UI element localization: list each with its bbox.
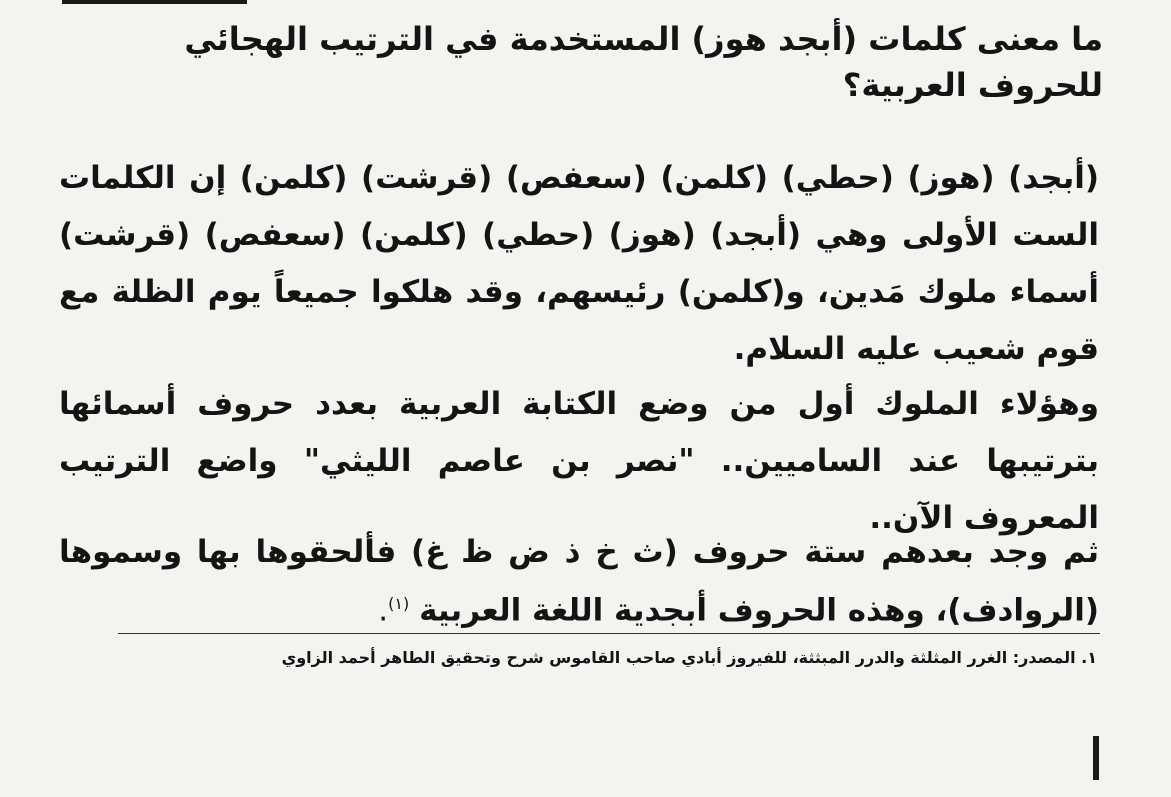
paragraph-kings-writing: وهؤلاء الملوك أول من وضع الكتابة العربية بعدد حروف أسمائها بترتيبها عند الساميين.. "نصر بن عاصم الليثي" واضع الترتيب المعروف الآن..	[59, 386, 1099, 536]
paragraph-rawadif-text: ثم وجد بعدهم ستة حروف (ث خ ذ ض ظ غ) فألحقوها بها وسموها (الروادف)، وهذه الحروف أبجدية اللغة العربية	[59, 534, 1099, 629]
page-edge-mark	[1093, 736, 1099, 780]
footnote-divider	[118, 633, 1100, 634]
question-heading: ما معنى كلمات (أبجد هوز) المستخدمة في الترتيب الهجائي للحروف العربية؟	[184, 20, 1103, 104]
paragraph-abjad-names: (أبجد) (هوز) (حطي) (كلمن) (سعفص) (قرشت) (كلمن) إن الكلمات الست الأولى وهي (أبجد) (هوز) (حطي) (كلمن) (سعفص) (قرشت) أسماء ملوك مَدين، و(كلمن) رئيسهم، وقد هلكوا جميعاً يوم الظلة مع قوم شعيب عليه السلام.	[59, 160, 1099, 367]
footnote-reference: (١)	[388, 594, 410, 613]
top-rule	[62, 0, 247, 4]
footnote-source: ١. المصدر: الغرر المثلثة والدرر المبثثة، للفيروز أبادي صاحب القاموس شرح وتحقيق الطاهر أحمد الزاوي	[281, 648, 1097, 667]
paragraph-rawadif: ثم وجد بعدهم ستة حروف (ث خ ذ ض ظ غ) فألحقوها بها وسموها (الروادف)، وهذه الحروف أبجدية اللغة العربية $^{(١)}$.	[59, 534, 1099, 629]
